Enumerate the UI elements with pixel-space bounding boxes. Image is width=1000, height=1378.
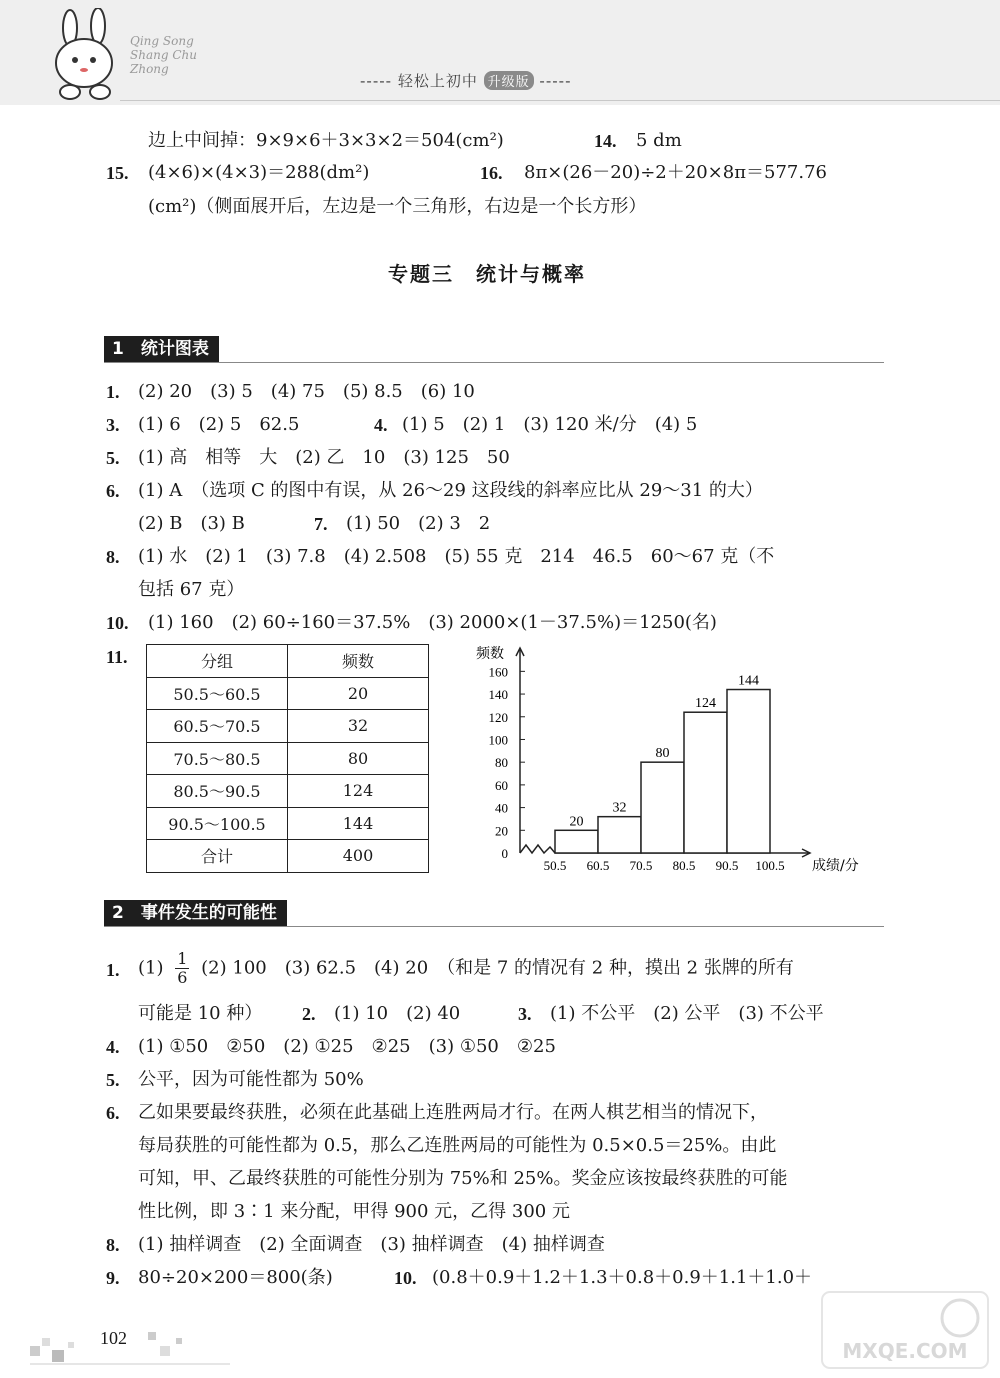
- question-number: 10.: [394, 1268, 417, 1288]
- fraction-denominator: 6: [177, 968, 188, 987]
- x-tick-label: 60.5: [586, 858, 610, 873]
- frequency-table: [146, 644, 429, 873]
- y-tick-label: 120: [488, 709, 508, 725]
- answer-line: 80÷20×200＝800(条): [138, 1267, 333, 1288]
- question-number: 1.: [106, 960, 120, 980]
- answer-line: 每局获胜的可能性都为 0.5，那么乙连胜两局的可能性为 0.5×0.5＝25%。由此: [138, 1135, 777, 1156]
- question-number: 4.: [106, 1037, 120, 1057]
- logo-text: Qing Song Shang Chu Zhong: [130, 34, 197, 76]
- x-tick-label: 50.5: [543, 858, 567, 873]
- bar-value-label: 20: [569, 814, 584, 830]
- answer-line: (2) 20 (3) 5 (4) 75 (5) 8.5 (6) 10: [138, 381, 475, 402]
- table-header-row: [147, 645, 429, 678]
- answer-line: (1) 水 (2) 1 (3) 7.8 (4) 2.508 (5) 55 克 214 46.5 60～67 克（不: [138, 546, 775, 567]
- header-divider: [120, 100, 1000, 101]
- answer-line: (1) 高 相等 大 (2) 乙 10 (3) 125 50: [138, 447, 510, 468]
- question-number: 3.: [518, 1004, 532, 1024]
- page-number: 102: [100, 1328, 127, 1348]
- table-row: [147, 807, 429, 840]
- subsection-divider: [104, 926, 884, 927]
- answer-part: (2) 100 (3) 62.5 (4) 20 （和是 7 的情况有 2 种，摸出 2 张牌的所有: [201, 957, 794, 979]
- question-number: 2.: [302, 1004, 316, 1024]
- answer-line: 8π×(26－20)÷2＋20×8π＝577.76: [524, 162, 828, 183]
- watermark-text: MXQE.COM: [842, 1339, 968, 1363]
- subsection-divider: [104, 362, 884, 363]
- question-number: 10.: [106, 613, 129, 633]
- answer-line: 5 dm: [636, 130, 682, 151]
- bunny-logo-icon: [48, 8, 128, 103]
- table-cell: 70.5～80.5: [147, 742, 288, 775]
- question-number: 6.: [106, 481, 120, 501]
- answer-line: (2) B (3) B: [138, 513, 245, 534]
- y-tick-label: 80: [495, 755, 508, 771]
- bar-value-label: 80: [655, 746, 670, 762]
- question-number: 8.: [106, 547, 120, 567]
- bar-value-label: 32: [612, 800, 627, 816]
- frequency-histogram: [460, 640, 890, 880]
- table-cell: 20: [288, 677, 429, 710]
- histogram-bar: [641, 762, 684, 853]
- question-number: 6.: [106, 1103, 120, 1123]
- histogram-bar: [684, 712, 727, 853]
- answer-line: (1) A （选项 C 的图中有误，从 26～29 这段线的斜率应比从 29～31 的大）: [138, 480, 763, 501]
- x-tick-label: 90.5: [715, 858, 739, 873]
- footer-decoration-icon: [30, 1318, 230, 1366]
- histogram-bar: [555, 830, 598, 853]
- bar-value-label: 124: [695, 696, 716, 712]
- answer-line: 性比例，即 3∶1 来分配，甲得 900 元，乙得 300 元: [138, 1201, 570, 1222]
- answer-line: 公平，因为可能性都为 50%: [138, 1069, 364, 1090]
- question-number: 11.: [106, 647, 128, 667]
- series-name: [360, 70, 572, 91]
- histogram-bar: [598, 817, 641, 853]
- answer-line: 可知，甲、乙最终获胜的可能性分别为 75%和 25%。奖金应该按最终获胜的可能: [138, 1168, 788, 1189]
- answer-line: (1) 10 (2) 40: [334, 1003, 461, 1024]
- question-number: 1.: [106, 382, 120, 402]
- question-number: 16.: [480, 163, 503, 183]
- table-cell: 144: [288, 807, 429, 840]
- y-tick-label: 140: [488, 687, 508, 703]
- question-number: 4.: [374, 415, 388, 435]
- question-number: 15.: [106, 163, 129, 183]
- answer-line: 可能是 10 种）: [138, 1003, 263, 1024]
- table-row: [147, 742, 429, 775]
- question-number: 5.: [106, 448, 120, 468]
- table-row: [147, 840, 429, 873]
- answer-line: (0.8＋0.9＋1.2＋1.3＋0.8＋0.9＋1.1＋1.0＋: [432, 1267, 813, 1288]
- bar-value-label: 144: [738, 673, 759, 689]
- x-tick-label: 70.5: [629, 858, 653, 873]
- table-cell: 32: [288, 710, 429, 743]
- answer-part: (1): [138, 957, 164, 979]
- edition-badge: 升级版: [484, 71, 534, 90]
- y-tick-label: 100: [488, 732, 508, 748]
- table-cell: 400: [288, 840, 429, 873]
- question-number: 5.: [106, 1070, 120, 1090]
- question-number: 8.: [106, 1235, 120, 1255]
- table-row: [147, 775, 429, 808]
- histogram-bar: [727, 690, 770, 853]
- answer-line: (1) 6 (2) 5 62.5: [138, 414, 300, 435]
- table-cell: 80.5～90.5: [147, 775, 288, 808]
- x-tick-label: 80.5: [672, 858, 696, 873]
- answer-line: (1) 160 (2) 60÷160＝37.5% (3) 2000×(1－37.5%)＝1250(名): [148, 612, 717, 633]
- question-number: 7.: [314, 514, 328, 534]
- question-number: 9.: [106, 1268, 120, 1288]
- table-header-cell: 频数: [288, 645, 429, 678]
- answer-line: 边上中间掉：9×9×6＋3×3×2＝504(cm²): [148, 130, 504, 151]
- y-tick-label: 60: [495, 777, 508, 793]
- answer-line: (4×6)×(4×3)＝288(dm²): [148, 162, 370, 183]
- table-row: [147, 677, 429, 710]
- answer-line: 乙如果要最终获胜，必须在此基础上连胜两局才行。在两人棋艺相当的情况下，: [138, 1102, 768, 1123]
- answer-line: (1) 抽样调查 (2) 全面调查 (3) 抽样调查 (4) 抽样调查: [138, 1234, 605, 1255]
- fraction: [175, 950, 189, 987]
- table-cell: 合计: [147, 840, 288, 873]
- y-tick-label: 160: [488, 664, 508, 680]
- section-title: 专题三 统计与概率: [388, 262, 586, 286]
- fraction-numerator: 1: [177, 949, 188, 968]
- watermark-logo-icon: [820, 1290, 990, 1370]
- answer-line: [138, 950, 794, 987]
- x-tick-label: 100.5: [755, 858, 785, 873]
- question-number: 14.: [594, 131, 617, 151]
- answer-line: (1) 不公平 (2) 公平 (3) 不公平: [550, 1003, 824, 1024]
- answer-line: (1) 50 (2) 3 2: [346, 513, 491, 534]
- answer-line: 包括 67 克）: [138, 579, 245, 600]
- subsection-heading: 2 事件发生的可能性: [104, 900, 287, 926]
- y-tick-label: 20: [495, 823, 508, 839]
- series-label: ----- 轻松上初中: [360, 72, 478, 90]
- subsection-heading: 1 统计图表: [104, 336, 219, 362]
- answer-line: (1) ①50 ②50 (2) ①25 ②25 (3) ①50 ②25: [138, 1036, 556, 1057]
- table-cell: 60.5～70.5: [147, 710, 288, 743]
- question-number: 3.: [106, 415, 120, 435]
- table-cell: 50.5～60.5: [147, 677, 288, 710]
- table-row: [147, 710, 429, 743]
- y-axis-label: 频数: [476, 646, 504, 662]
- answer-line: (cm²)（侧面展开后，左边是一个三角形，右边是一个长方形）: [148, 196, 647, 217]
- answer-line: (1) 5 (2) 1 (3) 120 米/分 (4) 5: [402, 414, 698, 435]
- y-tick-label: 40: [495, 800, 508, 816]
- table-cell: 80: [288, 742, 429, 775]
- series-dash-end: -----: [539, 72, 572, 90]
- table-cell: 124: [288, 775, 429, 808]
- table-cell: 90.5～100.5: [147, 807, 288, 840]
- y-tick-label: 0: [501, 846, 508, 861]
- x-axis-label: 成绩/分: [812, 858, 859, 874]
- table-header-cell: 分组: [147, 645, 288, 678]
